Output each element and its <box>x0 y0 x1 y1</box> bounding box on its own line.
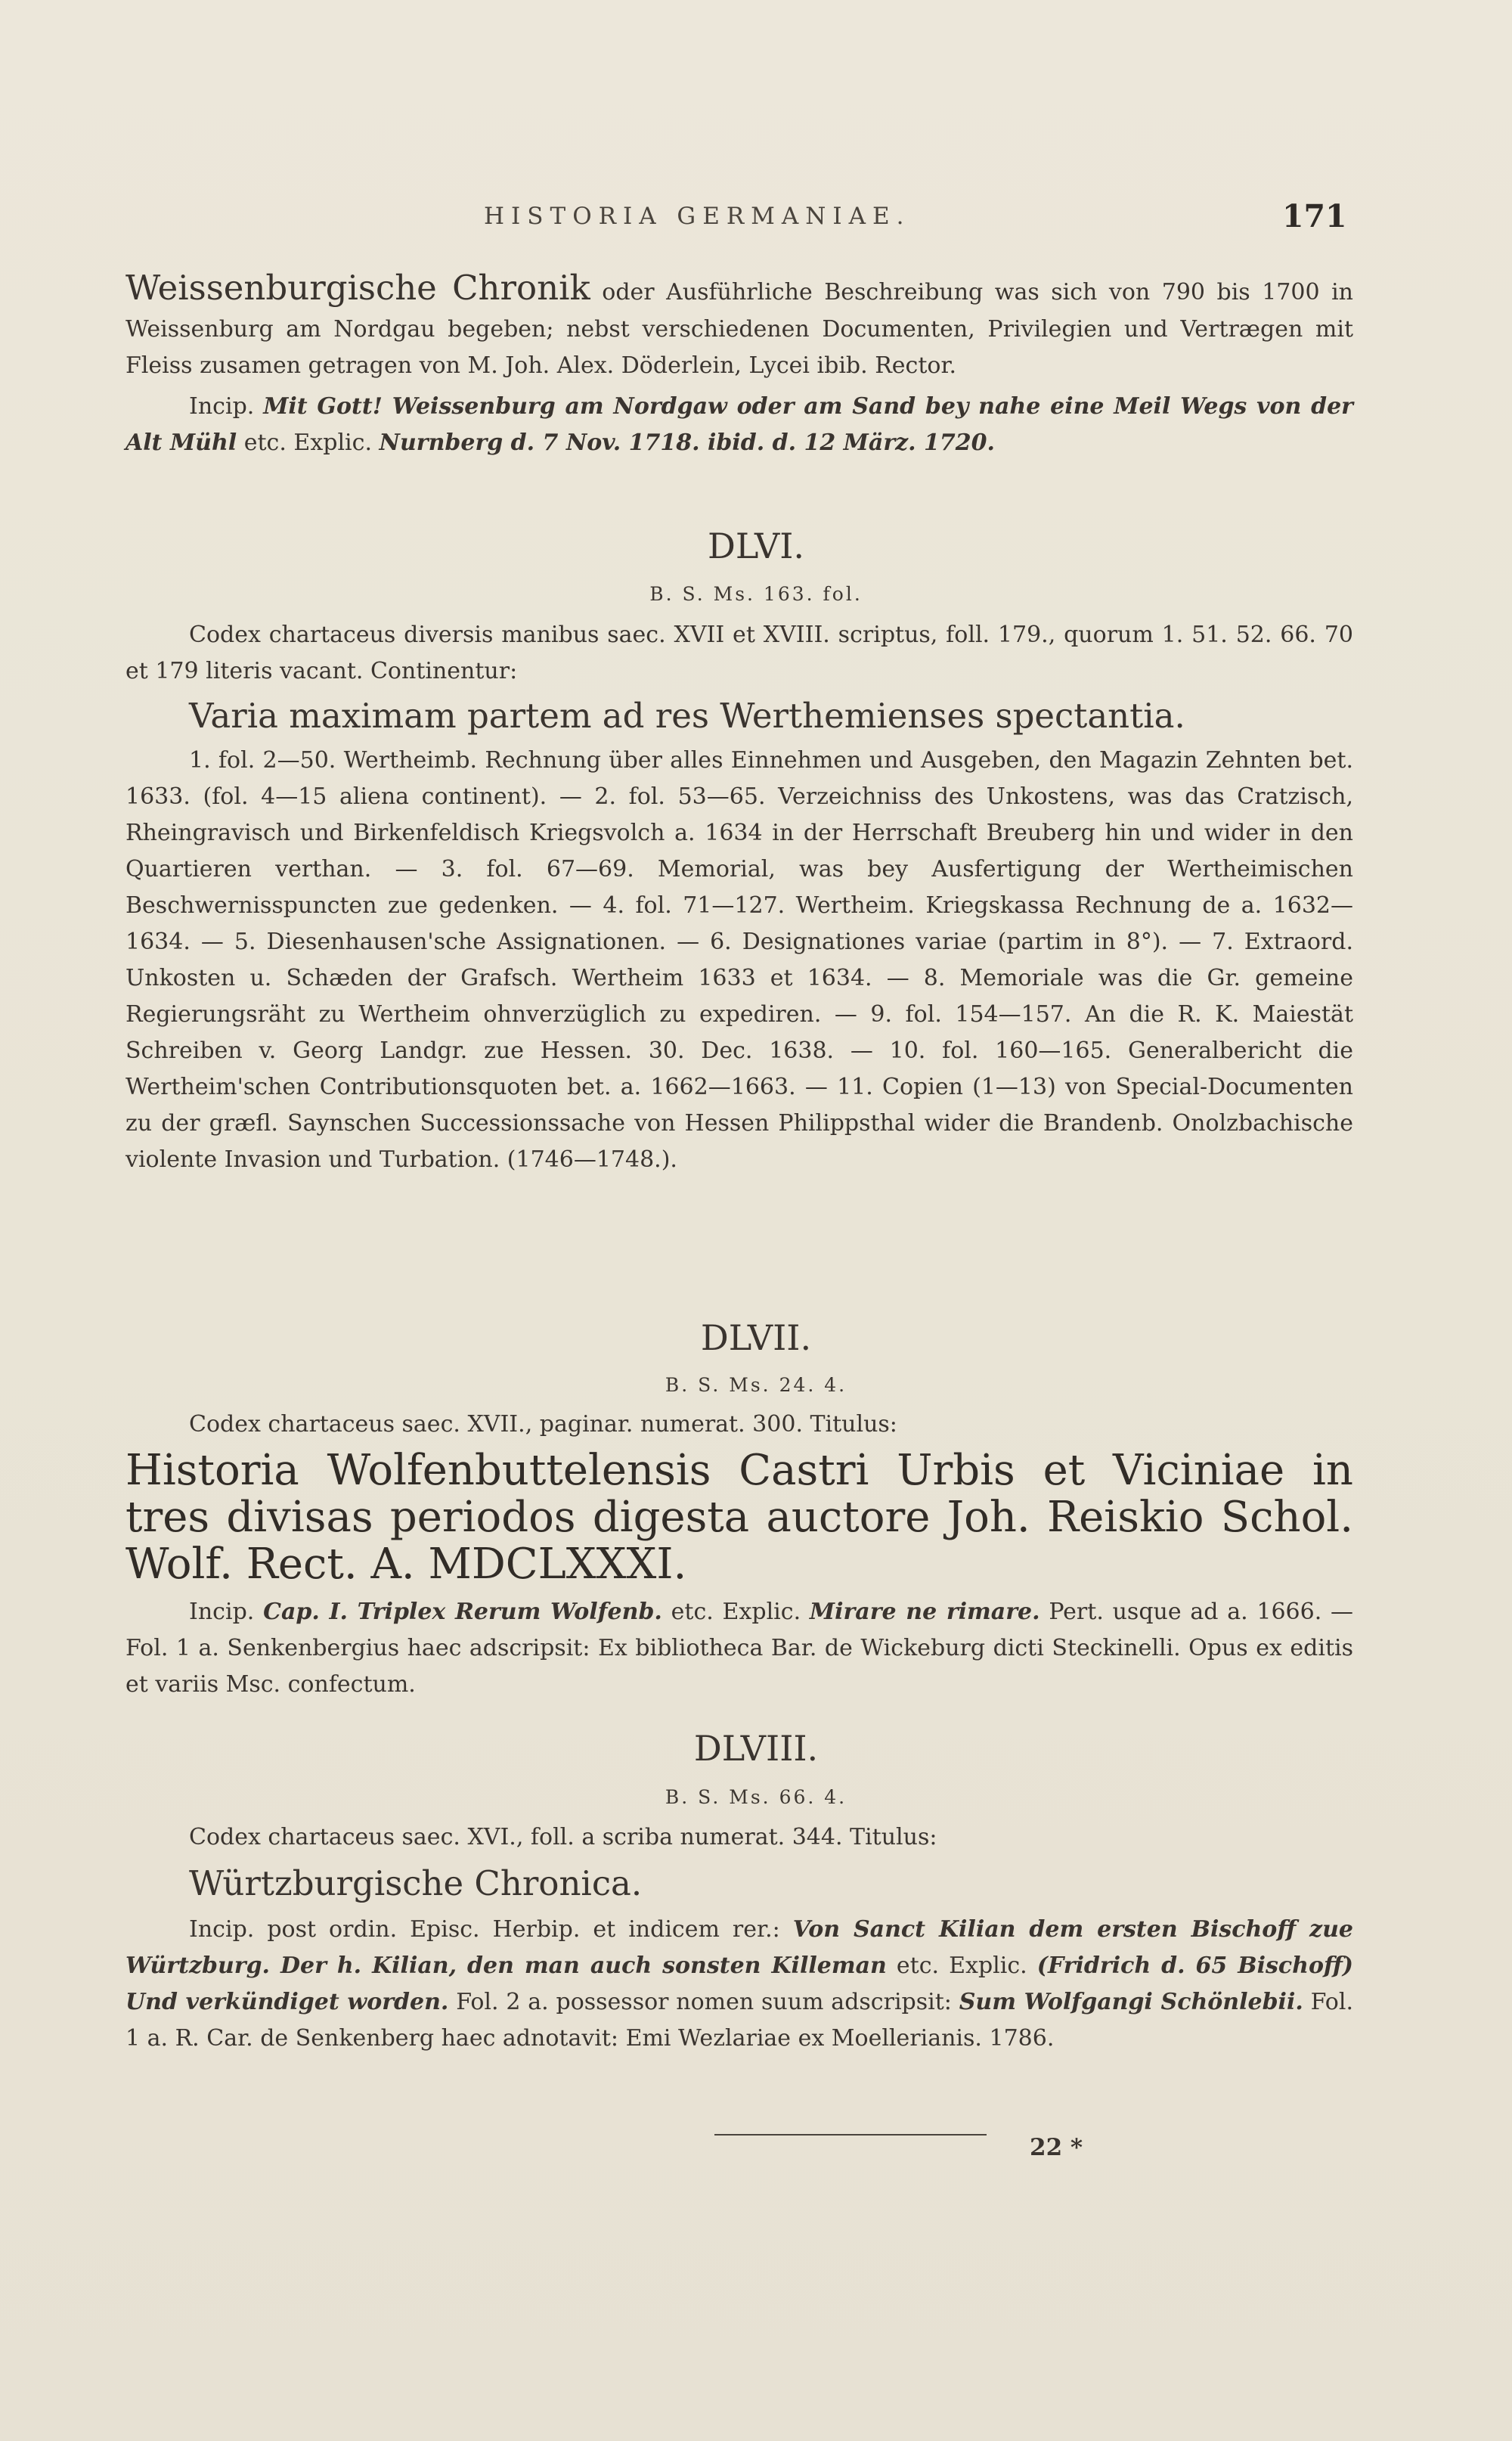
possessor-name: Sum Wolfgangi Schönlebii. <box>959 1989 1303 2015</box>
signature-mark: 22 * <box>1030 2134 1083 2161</box>
codex-description: Codex chartaceus diversis manibus saec. XVII et XVIII. scriptus, foll. 179., quorum 1. 51. 52. 66. 70 et 179 literis vacant. Continentur: <box>125 622 1353 684</box>
codex-description: Codex chartaceus saec. XVI., foll. a scriba numerat. 344. Titulus: <box>189 1824 937 1850</box>
incip-text: Mit Gott! Weissenburg am Nordgaw oder am Sand bey nahe eine Meil Wegs von der Alt Mühl <box>125 393 1353 456</box>
incip-label: Incip. post ordin. Episc. Herbip. et indicem rer.: <box>189 1916 780 1943</box>
section-number: DLVIII. <box>693 1728 819 1769</box>
entry-dlvii <box>125 1407 1353 1703</box>
incip-label: Incip. <box>189 393 255 420</box>
shelfmark: B. S. Ms. 66. 4. <box>665 1786 847 1808</box>
entry-dlvi <box>125 617 1353 1178</box>
entry-notes: Pert. usque ad a. 1666. — Fol. 1 a. Senkenbergius haec adscripsit: Ex bibliotheca Bar. de Wickeburg dicti Steckinelli. Opus ex editis et variis Msc. confectum. <box>125 1599 1354 1698</box>
entry-description: oder Ausführliche Beschreibung was sich von 790 bis 1700 in Weissenburg am Nordgau begeben; nebst verschiedenen Documenten, Privilegien und Vertrægen mit Fleiss zusamen getragen von M. Joh. Alex. Döderlein, Lycei ibib. Rector. <box>125 279 1353 379</box>
section-number: DLVI. <box>708 526 804 566</box>
contents-list: 1. fol. 2—50. Wertheimb. Rechnung über alles Einnehmen und Ausgeben, den Magazin Zehnten bet. 1633. (fol. 4—15 aliena continent). — 2. fol. 53—65. Verzeichniss des Unkostens, was das Cratzisch, Rheingravisch und Birkenfeldisch Kriegsvolch a. 1634 in der Herrschaft Breuberg hin und wider in den Quartieren verthan. — 3. fol. 67—69. Memorial, was bey Ausfertigung der Wertheimischen Beschwernisspuncten zue gedenken. — 4. fol. 71—127. Wertheim. Kriegskassa Rechnung de a. 1632—1634. — 5. Diesenhausen'sche Assignationen. — 6. Designationes variae (partim in 8°). — 7. Extraord. Unkosten u. Schæden der Grafsch. Wertheim 1633 et 1634. — 8. Memoriale was die Gr. gemeine Regierungsräht zu Wertheim ohnverzüglich zu expediren. — 9. fol. 154—157. An die R. K. Maiestät Schreiben v. Georg Landgr. zue Hessen. 30. Dec. 1638. — 10. fol. 160—165. Generalbericht die Wertheim'schen Contributionsquoten bet. a. 1662—1663. — 11. Copien (1—13) von Special-Documenten zu der græfl. Saynschen Successionssache von Hessen Philippsthal wider die Brandenb. Onolzbachische violente Invasion und Turbation. (1746—1748.). <box>125 747 1353 1173</box>
etc-explic-label: etc. Explic. <box>243 430 372 456</box>
entry-title: Varia maximam partem ad res Werthemienses spectantia. <box>189 696 1185 736</box>
page-number: 171 <box>1282 198 1347 234</box>
entry-dlviii <box>125 1819 1353 2057</box>
explic-text: Nurnberg d. 7 Nov. 1718. ibid. d. 12 März. 1720. <box>379 430 995 456</box>
explic-text: (Fridrich d. 65 Bischoff) Und verkündiget worden. <box>125 1952 1354 2015</box>
shelfmark: B. S. Ms. 163. fol. <box>649 583 863 605</box>
entry-weissenburg <box>125 265 1353 461</box>
footer-rule <box>714 2134 987 2135</box>
section-number: DLVII. <box>700 1317 812 1358</box>
incipit-paragraph <box>125 1912 1353 2057</box>
senkenberg-note: Fol. 1 a. R. Car. de Senkenberg haec adnotavit: Emi Wezlariae ex Moellerianis. 1786. <box>125 1989 1353 2052</box>
running-title: HISTORIA GERMANIAE. <box>484 203 911 230</box>
incip-text: Cap. I. Triplex Rerum Wolfenb. <box>263 1599 662 1625</box>
weissenburg-description-paragraph <box>125 265 1353 384</box>
entry-title: Weissenburgische Chronik <box>125 268 590 308</box>
entry-title: Historia Wolfenbuttelensis Castri Urbis et Viciniae in tres divisas periodos digesta auctore Joh. Reiskio Schol. Wolf. Rect. A. MDCLXXXI. <box>125 1446 1353 1589</box>
shelfmark: B. S. Ms. 24. 4. <box>665 1374 847 1396</box>
incip-label: Incip. <box>189 1599 255 1625</box>
etc-explic-label: etc. Explic. <box>671 1599 801 1625</box>
possessor-note: Fol. 2 a. possessor nomen suum adscripsit: <box>456 1989 952 2015</box>
incip-text: Von Sanct Kilian dem ersten Bischoff zue Würtzburg. Der h. Kilian, den man auch sonsten Killeman <box>125 1916 1353 1979</box>
entry-title: Würtzburgische Chronica. <box>189 1863 643 1903</box>
etc-explic-label: etc. Explic. <box>896 1952 1027 1979</box>
explic-text: Mirare ne rimare. <box>809 1599 1040 1625</box>
incipit-paragraph <box>125 389 1353 461</box>
incipit-paragraph <box>125 1594 1353 1703</box>
codex-description: Codex chartaceus saec. XVII., paginar. numerat. 300. Titulus: <box>189 1411 897 1438</box>
